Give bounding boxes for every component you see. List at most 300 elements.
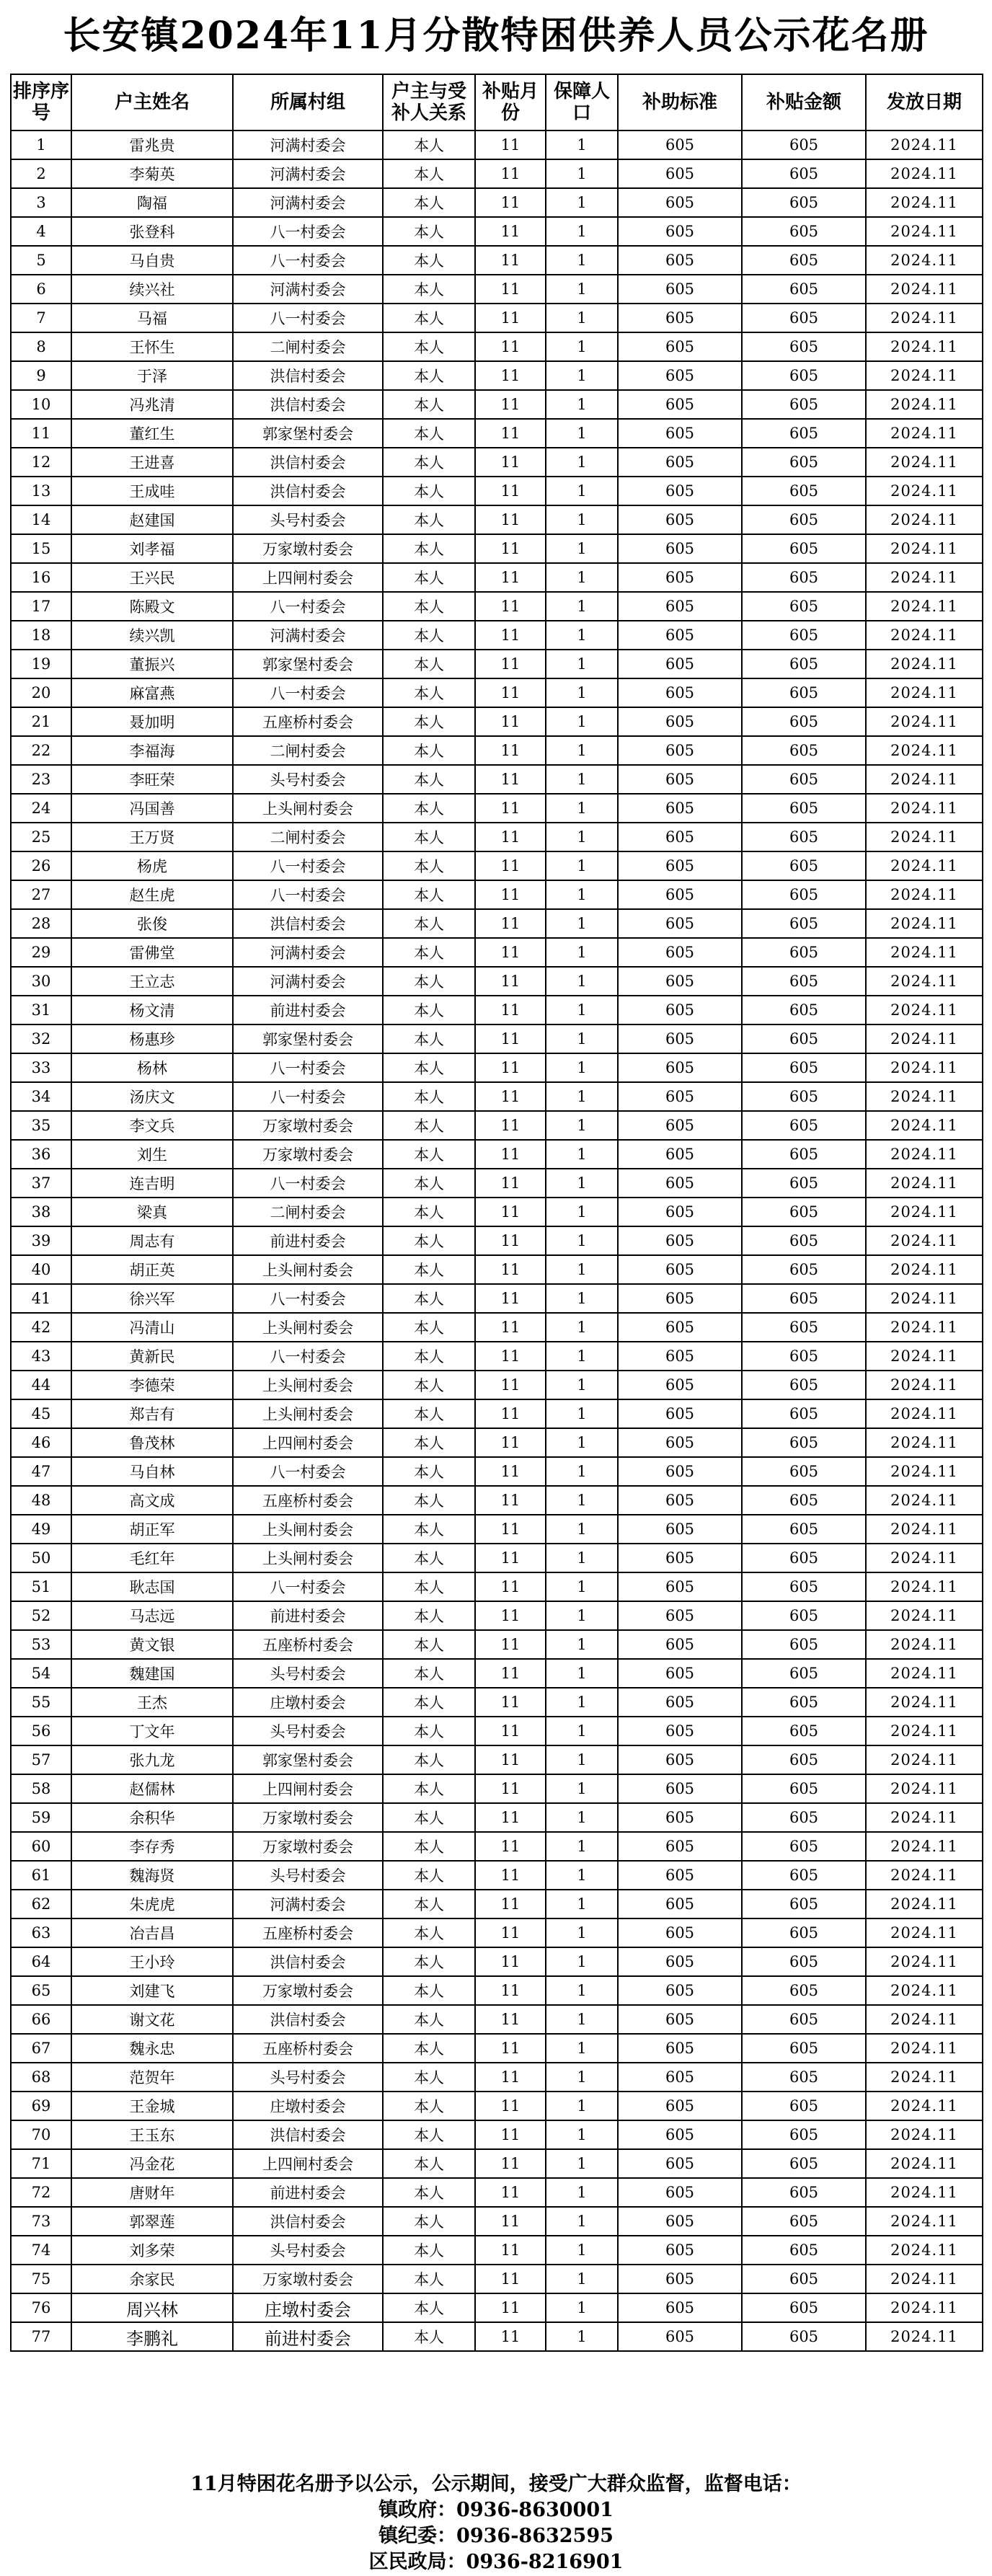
cell-seq: 69 bbox=[11, 2092, 71, 2120]
cell-relation: 本人 bbox=[383, 1226, 475, 1255]
cell-relation: 本人 bbox=[383, 2120, 475, 2149]
cell-date: 2024.11 bbox=[866, 332, 983, 361]
cell-date: 2024.11 bbox=[866, 188, 983, 217]
cell-amount: 605 bbox=[742, 505, 866, 534]
cell-name: 梁真 bbox=[71, 1198, 233, 1226]
header-seq: 排序序号 bbox=[11, 74, 71, 130]
cell-amount: 605 bbox=[742, 1082, 866, 1111]
table-row bbox=[11, 1947, 983, 1976]
cell-month: 11 bbox=[475, 1745, 546, 1774]
cell-standard: 605 bbox=[618, 1717, 742, 1745]
cell-date: 2024.11 bbox=[866, 765, 983, 794]
cell-village: 庄墩村委会 bbox=[233, 2293, 383, 2322]
cell-amount: 605 bbox=[742, 2063, 866, 2092]
table-row bbox=[11, 2092, 983, 2120]
cell-village: 上头闸村委会 bbox=[233, 794, 383, 823]
cell-seq: 53 bbox=[11, 1630, 71, 1659]
cell-date: 2024.11 bbox=[866, 967, 983, 996]
table-row bbox=[11, 1428, 983, 1457]
cell-standard: 605 bbox=[618, 1342, 742, 1371]
table-row bbox=[11, 1371, 983, 1399]
cell-name: 汤庆文 bbox=[71, 1082, 233, 1111]
cell-village: 八一村委会 bbox=[233, 1169, 383, 1198]
cell-date: 2024.11 bbox=[866, 794, 983, 823]
cell-standard: 605 bbox=[618, 1774, 742, 1803]
cell-name: 李菊英 bbox=[71, 159, 233, 188]
cell-month: 11 bbox=[475, 2207, 546, 2236]
cell-amount: 605 bbox=[742, 534, 866, 563]
cell-name: 鲁茂林 bbox=[71, 1428, 233, 1457]
cell-month: 11 bbox=[475, 1428, 546, 1457]
cell-persons: 1 bbox=[546, 592, 618, 621]
header-row bbox=[11, 74, 983, 130]
cell-name: 刘孝福 bbox=[71, 534, 233, 563]
cell-village: 八一村委会 bbox=[233, 1342, 383, 1371]
table-row bbox=[11, 765, 983, 794]
table-row bbox=[11, 563, 983, 592]
cell-standard: 605 bbox=[618, 621, 742, 650]
table-row bbox=[11, 1803, 983, 1832]
cell-seq: 48 bbox=[11, 1486, 71, 1515]
cell-date: 2024.11 bbox=[866, 2265, 983, 2293]
cell-amount: 605 bbox=[742, 650, 866, 678]
cell-standard: 605 bbox=[618, 332, 742, 361]
cell-persons: 1 bbox=[546, 1255, 618, 1284]
cell-standard: 605 bbox=[618, 1947, 742, 1976]
table-row bbox=[11, 1111, 983, 1140]
cell-month: 11 bbox=[475, 1053, 546, 1082]
cell-relation: 本人 bbox=[383, 448, 475, 477]
cell-date: 2024.11 bbox=[866, 996, 983, 1024]
cell-month: 11 bbox=[475, 678, 546, 707]
cell-name: 余家民 bbox=[71, 2265, 233, 2293]
cell-standard: 605 bbox=[618, 707, 742, 736]
cell-persons: 1 bbox=[546, 1630, 618, 1659]
cell-date: 2024.11 bbox=[866, 1861, 983, 1890]
cell-date: 2024.11 bbox=[866, 1024, 983, 1053]
cell-seq: 52 bbox=[11, 1601, 71, 1630]
cell-month: 11 bbox=[475, 361, 546, 390]
cell-seq: 31 bbox=[11, 996, 71, 1024]
cell-persons: 1 bbox=[546, 2149, 618, 2178]
cell-standard: 605 bbox=[618, 1601, 742, 1630]
table-row bbox=[11, 1053, 983, 1082]
cell-month: 11 bbox=[475, 1803, 546, 1832]
cell-standard: 605 bbox=[618, 477, 742, 505]
cell-name: 朱虎虎 bbox=[71, 1890, 233, 1918]
cell-persons: 1 bbox=[546, 1717, 618, 1745]
cell-village: 河满村委会 bbox=[233, 967, 383, 996]
cell-village: 万家墩村委会 bbox=[233, 1803, 383, 1832]
table-row bbox=[11, 1890, 983, 1918]
cell-name: 毛红年 bbox=[71, 1544, 233, 1572]
cell-date: 2024.11 bbox=[866, 2005, 983, 2034]
cell-standard: 605 bbox=[618, 1688, 742, 1717]
cell-amount: 605 bbox=[742, 130, 866, 159]
cell-persons: 1 bbox=[546, 1976, 618, 2005]
cell-month: 11 bbox=[475, 2034, 546, 2063]
cell-month: 11 bbox=[475, 1688, 546, 1717]
cell-name: 麻富燕 bbox=[71, 678, 233, 707]
table-row bbox=[11, 1226, 983, 1255]
cell-name: 张登科 bbox=[71, 217, 233, 246]
cell-relation: 本人 bbox=[383, 275, 475, 304]
cell-standard: 605 bbox=[618, 794, 742, 823]
table-row bbox=[11, 1284, 983, 1313]
table-row bbox=[11, 823, 983, 851]
cell-month: 11 bbox=[475, 851, 546, 880]
cell-name: 刘生 bbox=[71, 1140, 233, 1169]
cell-date: 2024.11 bbox=[866, 1717, 983, 1745]
table-row bbox=[11, 592, 983, 621]
cell-relation: 本人 bbox=[383, 1342, 475, 1371]
cell-amount: 605 bbox=[742, 1198, 866, 1226]
cell-persons: 1 bbox=[546, 1457, 618, 1486]
cell-seq: 2 bbox=[11, 159, 71, 188]
cell-persons: 1 bbox=[546, 2265, 618, 2293]
cell-name: 李存秀 bbox=[71, 1832, 233, 1861]
cell-relation: 本人 bbox=[383, 1457, 475, 1486]
cell-standard: 605 bbox=[618, 1399, 742, 1428]
cell-persons: 1 bbox=[546, 2063, 618, 2092]
cell-month: 11 bbox=[475, 419, 546, 448]
cell-village: 上头闸村委会 bbox=[233, 1399, 383, 1428]
table-row bbox=[11, 678, 983, 707]
cell-name: 王怀生 bbox=[71, 332, 233, 361]
cell-persons: 1 bbox=[546, 1486, 618, 1515]
cell-seq: 54 bbox=[11, 1659, 71, 1688]
table-row bbox=[11, 996, 983, 1024]
cell-persons: 1 bbox=[546, 851, 618, 880]
cell-amount: 605 bbox=[742, 1371, 866, 1399]
cell-month: 11 bbox=[475, 1226, 546, 1255]
cell-standard: 605 bbox=[618, 304, 742, 332]
table-row bbox=[11, 304, 983, 332]
cell-month: 11 bbox=[475, 477, 546, 505]
table-row bbox=[11, 217, 983, 246]
cell-standard: 605 bbox=[618, 1659, 742, 1688]
cell-persons: 1 bbox=[546, 1544, 618, 1572]
cell-date: 2024.11 bbox=[866, 1515, 983, 1544]
table-row bbox=[11, 967, 983, 996]
cell-month: 11 bbox=[475, 1255, 546, 1284]
cell-amount: 605 bbox=[742, 448, 866, 477]
cell-standard: 605 bbox=[618, 1890, 742, 1918]
cell-amount: 605 bbox=[742, 217, 866, 246]
cell-persons: 1 bbox=[546, 967, 618, 996]
table-row bbox=[11, 1861, 983, 1890]
cell-village: 庄墩村委会 bbox=[233, 2092, 383, 2120]
cell-date: 2024.11 bbox=[866, 2120, 983, 2149]
cell-month: 11 bbox=[475, 996, 546, 1024]
cell-persons: 1 bbox=[546, 563, 618, 592]
cell-seq: 64 bbox=[11, 1947, 71, 1976]
cell-name: 续兴凯 bbox=[71, 621, 233, 650]
table-row bbox=[11, 1486, 983, 1515]
cell-standard: 605 bbox=[618, 2034, 742, 2063]
cell-village: 头号村委会 bbox=[233, 1861, 383, 1890]
cell-persons: 1 bbox=[546, 2005, 618, 2034]
cell-amount: 605 bbox=[742, 2092, 866, 2120]
cell-relation: 本人 bbox=[383, 1861, 475, 1890]
table-row bbox=[11, 1601, 983, 1630]
cell-seq: 19 bbox=[11, 650, 71, 678]
cell-name: 李德荣 bbox=[71, 1371, 233, 1399]
cell-seq: 29 bbox=[11, 938, 71, 967]
cell-date: 2024.11 bbox=[866, 1082, 983, 1111]
header-name: 户主姓名 bbox=[71, 74, 233, 130]
cell-persons: 1 bbox=[546, 1284, 618, 1313]
cell-persons: 1 bbox=[546, 246, 618, 275]
cell-date: 2024.11 bbox=[866, 880, 983, 909]
cell-relation: 本人 bbox=[383, 1601, 475, 1630]
cell-month: 11 bbox=[475, 217, 546, 246]
cell-name: 王玉东 bbox=[71, 2120, 233, 2149]
cell-seq: 13 bbox=[11, 477, 71, 505]
cell-month: 11 bbox=[475, 332, 546, 361]
cell-relation: 本人 bbox=[383, 736, 475, 765]
cell-date: 2024.11 bbox=[866, 1659, 983, 1688]
cell-persons: 1 bbox=[546, 332, 618, 361]
table-row bbox=[11, 1544, 983, 1572]
cell-amount: 605 bbox=[742, 736, 866, 765]
cell-date: 2024.11 bbox=[866, 1169, 983, 1198]
document-title: 长安镇2024年11月分散特困供养人员公示花名册 bbox=[63, 14, 929, 58]
table-row bbox=[11, 1024, 983, 1053]
cell-village: 洪信村委会 bbox=[233, 2005, 383, 2034]
cell-amount: 605 bbox=[742, 390, 866, 419]
cell-standard: 605 bbox=[618, 2207, 742, 2236]
cell-seq: 27 bbox=[11, 880, 71, 909]
cell-date: 2024.11 bbox=[866, 1111, 983, 1140]
cell-amount: 605 bbox=[742, 2207, 866, 2236]
cell-seq: 22 bbox=[11, 736, 71, 765]
table-row bbox=[11, 650, 983, 678]
cell-date: 2024.11 bbox=[866, 2178, 983, 2207]
table-row bbox=[11, 1313, 983, 1342]
cell-standard: 605 bbox=[618, 1457, 742, 1486]
cell-amount: 605 bbox=[742, 1486, 866, 1515]
cell-village: 郭家堡村委会 bbox=[233, 650, 383, 678]
cell-amount: 605 bbox=[742, 1659, 866, 1688]
cell-amount: 605 bbox=[742, 1918, 866, 1947]
header-standard: 补助标准 bbox=[618, 74, 742, 130]
cell-month: 11 bbox=[475, 1976, 546, 2005]
cell-standard: 605 bbox=[618, 967, 742, 996]
table-row bbox=[11, 275, 983, 304]
cell-month: 11 bbox=[475, 1284, 546, 1313]
cell-month: 11 bbox=[475, 1082, 546, 1111]
cell-relation: 本人 bbox=[383, 332, 475, 361]
cell-amount: 605 bbox=[742, 563, 866, 592]
table-row bbox=[11, 534, 983, 563]
cell-relation: 本人 bbox=[383, 996, 475, 1024]
cell-seq: 42 bbox=[11, 1313, 71, 1342]
cell-month: 11 bbox=[475, 130, 546, 159]
cell-name: 赵建国 bbox=[71, 505, 233, 534]
cell-name: 周兴林 bbox=[71, 2293, 233, 2322]
cell-relation: 本人 bbox=[383, 1486, 475, 1515]
table-row bbox=[11, 2178, 983, 2207]
cell-amount: 605 bbox=[742, 621, 866, 650]
cell-standard: 605 bbox=[618, 563, 742, 592]
cell-village: 万家墩村委会 bbox=[233, 1111, 383, 1140]
cell-relation: 本人 bbox=[383, 2265, 475, 2293]
cell-seq: 28 bbox=[11, 909, 71, 938]
table-row bbox=[11, 390, 983, 419]
cell-amount: 605 bbox=[742, 2236, 866, 2265]
cell-date: 2024.11 bbox=[866, 2149, 983, 2178]
cell-month: 11 bbox=[475, 275, 546, 304]
cell-standard: 605 bbox=[618, 2322, 742, 2351]
cell-amount: 605 bbox=[742, 678, 866, 707]
cell-name: 王成哇 bbox=[71, 477, 233, 505]
table-row bbox=[11, 1140, 983, 1169]
cell-seq: 76 bbox=[11, 2293, 71, 2322]
cell-standard: 605 bbox=[618, 592, 742, 621]
cell-date: 2024.11 bbox=[866, 1688, 983, 1717]
cell-village: 头号村委会 bbox=[233, 2063, 383, 2092]
cell-standard: 605 bbox=[618, 2063, 742, 2092]
cell-month: 11 bbox=[475, 2236, 546, 2265]
cell-persons: 1 bbox=[546, 880, 618, 909]
cell-seq: 44 bbox=[11, 1371, 71, 1399]
cell-relation: 本人 bbox=[383, 1313, 475, 1342]
cell-village: 上头闸村委会 bbox=[233, 1313, 383, 1342]
cell-standard: 605 bbox=[618, 448, 742, 477]
table-row bbox=[11, 1342, 983, 1371]
cell-name: 冶吉昌 bbox=[71, 1918, 233, 1947]
cell-name: 魏海贤 bbox=[71, 1861, 233, 1890]
table-row bbox=[11, 1399, 983, 1428]
cell-amount: 605 bbox=[742, 1226, 866, 1255]
cell-seq: 18 bbox=[11, 621, 71, 650]
cell-name: 徐兴军 bbox=[71, 1284, 233, 1313]
cell-name: 聂加明 bbox=[71, 707, 233, 736]
cell-month: 11 bbox=[475, 707, 546, 736]
cell-village: 上头闸村委会 bbox=[233, 1371, 383, 1399]
cell-seq: 5 bbox=[11, 246, 71, 275]
cell-month: 11 bbox=[475, 909, 546, 938]
cell-month: 11 bbox=[475, 2120, 546, 2149]
cell-amount: 605 bbox=[742, 851, 866, 880]
cell-date: 2024.11 bbox=[866, 159, 983, 188]
cell-date: 2024.11 bbox=[866, 361, 983, 390]
cell-name: 陶福 bbox=[71, 188, 233, 217]
cell-month: 11 bbox=[475, 880, 546, 909]
cell-relation: 本人 bbox=[383, 130, 475, 159]
cell-standard: 605 bbox=[618, 1284, 742, 1313]
cell-relation: 本人 bbox=[383, 246, 475, 275]
cell-village: 上头闸村委会 bbox=[233, 1255, 383, 1284]
cell-village: 万家墩村委会 bbox=[233, 534, 383, 563]
cell-amount: 605 bbox=[742, 1169, 866, 1198]
cell-name: 王杰 bbox=[71, 1688, 233, 1717]
cell-relation: 本人 bbox=[383, 1284, 475, 1313]
cell-relation: 本人 bbox=[383, 1544, 475, 1572]
cell-month: 11 bbox=[475, 967, 546, 996]
cell-name: 马福 bbox=[71, 304, 233, 332]
table-row bbox=[11, 1918, 983, 1947]
cell-persons: 1 bbox=[546, 1226, 618, 1255]
cell-seq: 15 bbox=[11, 534, 71, 563]
cell-month: 11 bbox=[475, 1486, 546, 1515]
cell-month: 11 bbox=[475, 1169, 546, 1198]
cell-relation: 本人 bbox=[383, 794, 475, 823]
cell-amount: 605 bbox=[742, 592, 866, 621]
cell-persons: 1 bbox=[546, 794, 618, 823]
cell-seq: 20 bbox=[11, 678, 71, 707]
cell-standard: 605 bbox=[618, 1024, 742, 1053]
cell-date: 2024.11 bbox=[866, 2092, 983, 2120]
table-row bbox=[11, 332, 983, 361]
cell-village: 郭家堡村委会 bbox=[233, 1745, 383, 1774]
cell-standard: 605 bbox=[618, 1053, 742, 1082]
cell-date: 2024.11 bbox=[866, 1313, 983, 1342]
table-row bbox=[11, 1572, 983, 1601]
cell-name: 冯金花 bbox=[71, 2149, 233, 2178]
cell-village: 八一村委会 bbox=[233, 1284, 383, 1313]
table-row bbox=[11, 1688, 983, 1717]
cell-persons: 1 bbox=[546, 361, 618, 390]
cell-standard: 605 bbox=[618, 1515, 742, 1544]
cell-seq: 57 bbox=[11, 1745, 71, 1774]
cell-amount: 605 bbox=[742, 2265, 866, 2293]
cell-date: 2024.11 bbox=[866, 1371, 983, 1399]
cell-seq: 59 bbox=[11, 1803, 71, 1832]
cell-date: 2024.11 bbox=[866, 1486, 983, 1515]
cell-name: 郑吉有 bbox=[71, 1399, 233, 1428]
cell-village: 前进村委会 bbox=[233, 1601, 383, 1630]
cell-relation: 本人 bbox=[383, 707, 475, 736]
cell-standard: 605 bbox=[618, 2005, 742, 2034]
cell-village: 前进村委会 bbox=[233, 2322, 383, 2351]
cell-relation: 本人 bbox=[383, 1976, 475, 2005]
cell-month: 11 bbox=[475, 390, 546, 419]
cell-persons: 1 bbox=[546, 1082, 618, 1111]
table-row bbox=[11, 1169, 983, 1198]
cell-month: 11 bbox=[475, 650, 546, 678]
cell-month: 11 bbox=[475, 1630, 546, 1659]
cell-amount: 605 bbox=[742, 1630, 866, 1659]
cell-persons: 1 bbox=[546, 304, 618, 332]
cell-seq: 41 bbox=[11, 1284, 71, 1313]
cell-seq: 9 bbox=[11, 361, 71, 390]
cell-village: 前进村委会 bbox=[233, 1226, 383, 1255]
cell-relation: 本人 bbox=[383, 188, 475, 217]
cell-relation: 本人 bbox=[383, 2063, 475, 2092]
cell-name: 丁文年 bbox=[71, 1717, 233, 1745]
cell-amount: 605 bbox=[742, 1313, 866, 1342]
cell-standard: 605 bbox=[618, 1745, 742, 1774]
cell-amount: 605 bbox=[742, 707, 866, 736]
cell-persons: 1 bbox=[546, 1947, 618, 1976]
cell-seq: 25 bbox=[11, 823, 71, 851]
cell-amount: 605 bbox=[742, 188, 866, 217]
table-row bbox=[11, 1630, 983, 1659]
cell-amount: 605 bbox=[742, 1140, 866, 1169]
cell-amount: 605 bbox=[742, 1572, 866, 1601]
cell-amount: 605 bbox=[742, 1976, 866, 2005]
cell-amount: 605 bbox=[742, 1861, 866, 1890]
cell-seq: 26 bbox=[11, 851, 71, 880]
cell-persons: 1 bbox=[546, 390, 618, 419]
cell-relation: 本人 bbox=[383, 1774, 475, 1803]
cell-relation: 本人 bbox=[383, 2236, 475, 2265]
cell-standard: 605 bbox=[618, 2178, 742, 2207]
cell-name: 于泽 bbox=[71, 361, 233, 390]
cell-amount: 605 bbox=[742, 2120, 866, 2149]
